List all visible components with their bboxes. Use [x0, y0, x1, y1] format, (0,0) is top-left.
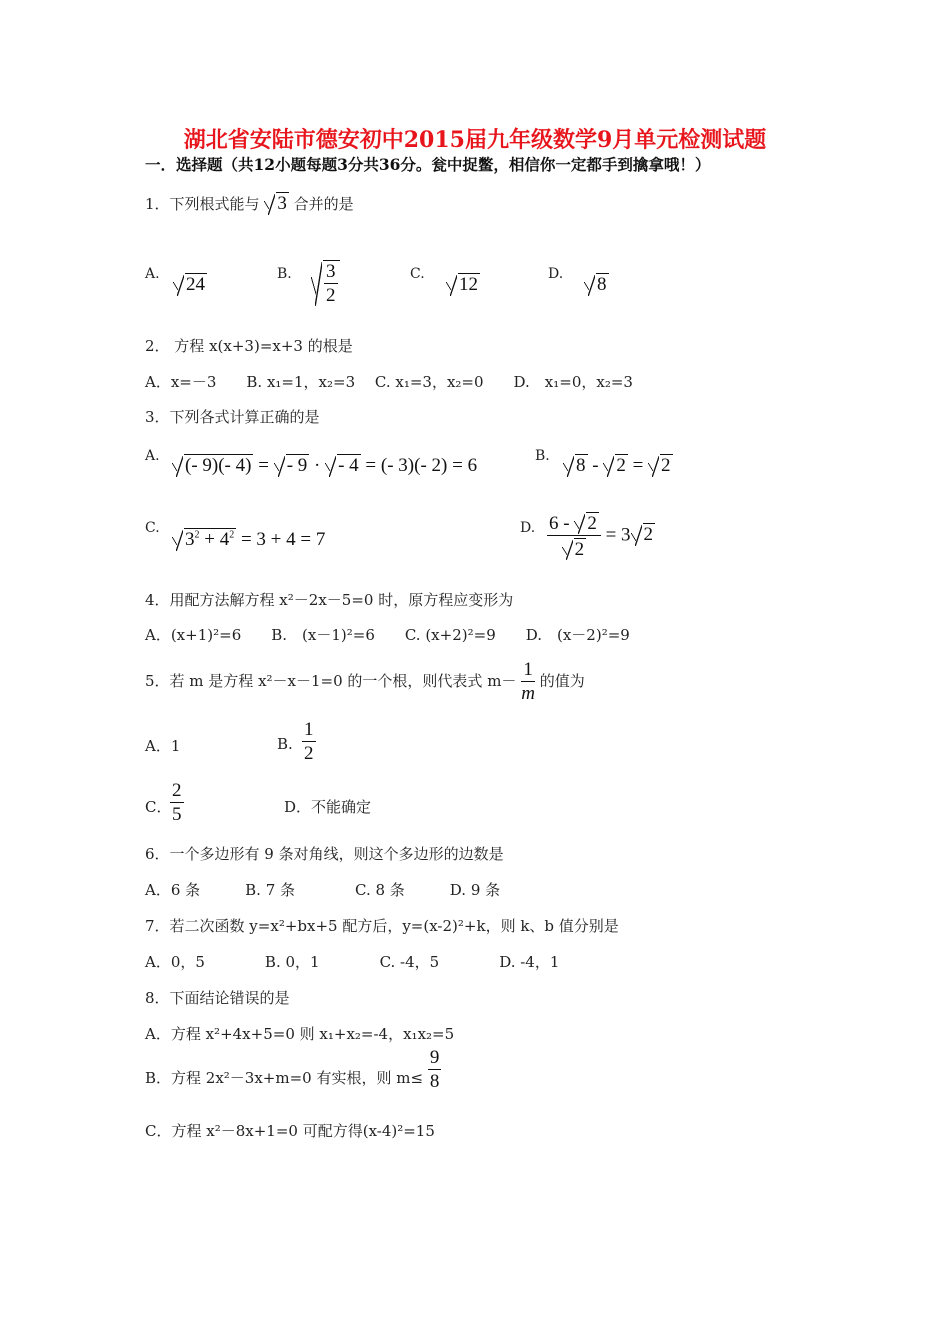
- q8-option-b: [145, 1047, 441, 1092]
- q5-option-a: A．1: [145, 737, 181, 755]
- q3-option-c: $3^2 + 4^2 = 3 + 4 = 7$: [172, 528, 325, 551]
- q1-option-d: 8: [584, 273, 609, 296]
- q4-stem: 4．用配方法解方程 x²－2x－5=0 时，原方程应变形为: [145, 591, 514, 609]
- q5-fraction: $\frac{1}{m}$: [521, 659, 535, 704]
- q4-options: A．(x+1)²=6 B. (x－1)²=6 C. (x+2)²=9 D. (x－2)²=9: [145, 626, 630, 644]
- q5-stem-text: 5．若 m 是方程 x²－x－1=0 的一个根，则代表式 m－: [145, 671, 517, 690]
- q1-stem-end: 合并的是: [293, 195, 354, 213]
- q8-option-b-text: B．方程 2x²－3x+m=0 有实根，则 m≤: [145, 1068, 424, 1087]
- q3-option-a: (- 9)(- 4) = - 9 · - 4 = (- 3)(- 2) = 6: [172, 454, 477, 477]
- q1-option-b: $\frac{3}{2}$: [311, 260, 340, 306]
- q6-stem: 6．一个多边形有 9 条对角线，则这个多边形的边数是: [145, 845, 504, 863]
- q7-stem: 7．若二次函数 y=x²+bx+5 配方后，y=(x-2)²+k，则 k、b 值分别是: [145, 917, 619, 935]
- page-title: 湖北省安陆市德安初中2015届九年级数学9月单元检测试题: [183, 127, 767, 153]
- q3-label-c: C.: [145, 520, 160, 536]
- q3-label-d: D.: [520, 520, 536, 536]
- q1-option-c: 12: [446, 273, 480, 296]
- q3-option-d: $\frac{6 - 2}{2}$ = 3 2: [549, 513, 654, 560]
- q5-option-b: $\frac{1}{2}$: [304, 719, 314, 764]
- q1-option-a: 24: [173, 273, 207, 296]
- q6-options: A．6 条 B. 7 条 C. 8 条 D. 9 条: [145, 881, 501, 899]
- q5-stem: [145, 660, 585, 704]
- q5-label-c: C．: [145, 798, 172, 816]
- q1-stem: [145, 192, 354, 215]
- q7-options: A．0，5 B. 0，1 C. -4，5 D. -4，1: [145, 953, 560, 971]
- q5-stem-end: 的值为: [539, 671, 585, 690]
- q3-label-a: A.: [145, 448, 160, 464]
- q2-stem: 2． 方程 x(x+3)=x+3 的根是: [145, 337, 353, 355]
- q1-label-c: C.: [410, 266, 425, 282]
- q8-option-c: C．方程 x²－8x+1=0 可配方得(x-4)²=15: [145, 1122, 435, 1140]
- q8-option-a: A．方程 x²+4x+5=0 则 x₁+x₂=-4，x₁x₂=5: [145, 1025, 455, 1043]
- q1-label-d: D.: [548, 266, 564, 282]
- q3-label-b: B.: [535, 448, 550, 464]
- q2-options: A．x=－3 B. x₁=1，x₂=3 C. x₁=3，x₂=0 D. x₁=0，x₂=3: [145, 373, 633, 391]
- q1-label-b: B.: [277, 266, 292, 282]
- q5-option-d: D．不能确定: [284, 798, 372, 816]
- q1-stem-text: 1．下列根式能与: [145, 195, 260, 213]
- q1-label-a: A.: [145, 266, 160, 282]
- q3-option-b: 8 - 2 = 2: [563, 454, 673, 477]
- q1-sqrt3: 3: [264, 192, 289, 215]
- q8-stem: 8．下面结论错误的是: [145, 989, 290, 1007]
- q8-option-b-fraction: $\frac{9}{8}$: [429, 1047, 440, 1092]
- section-heading: 一．选择题（共12小题每题3分共36分。瓮中捉鳖，相信你一定都手到擒拿哦！）: [145, 155, 711, 174]
- q3-stem: 3．下列各式计算正确的是: [145, 408, 320, 426]
- q5-option-c: $\frac{2}{5}$: [172, 780, 182, 825]
- q5-label-b: B.: [277, 735, 293, 753]
